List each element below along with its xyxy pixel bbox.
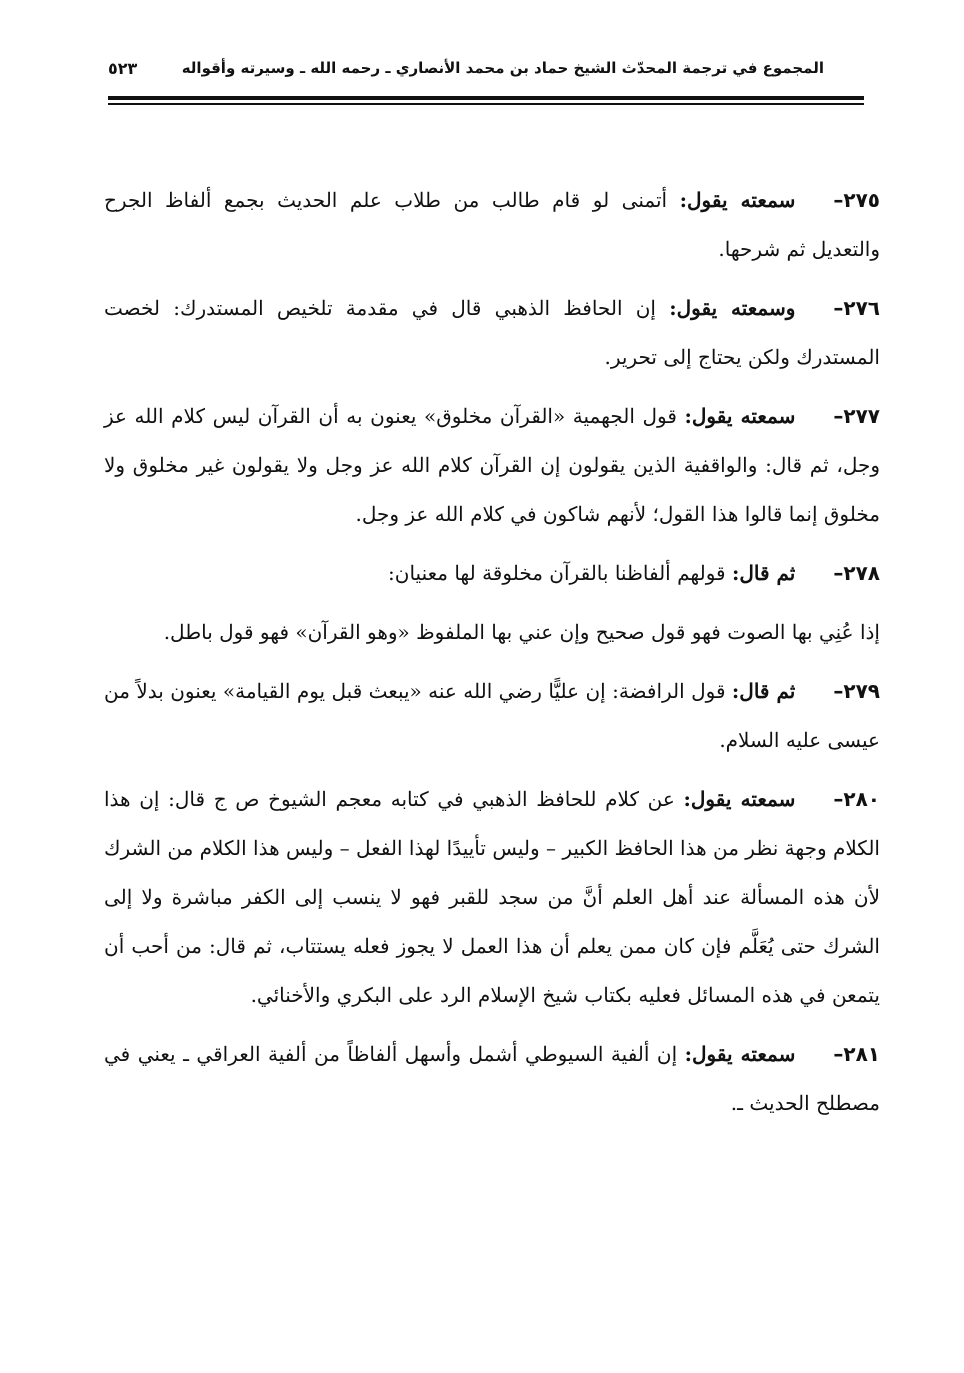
paragraph-277 <box>104 392 880 539</box>
book-title: المجموع في ترجمة المحدّث الشيخ حماد بن محمد الأنصاري ـ رحمه الله ـ وسيرته وأقواله <box>181 59 824 77</box>
paragraph-276 <box>104 284 880 382</box>
page-body <box>104 176 880 1138</box>
paragraph-lead: سمعته يقول: <box>684 1042 796 1066</box>
paragraph-lead: وسمعته يقول: <box>669 296 796 320</box>
paragraph-text: عن كلام للحافظ الذهبي في كتابه معجم الشيوخ ص ج قال: إن هذا الكلام وجهة نظر من هذا الحافظ الكبير – وليس تأييدًا لهذا الفعل – وليس هذا الكلام من الشرك لأن هذه المسألة عند أهل العلم أنَّ من سجد للقبر فهو لا ينسب إلى الكفر مباشرة ولا إلى الشرك حتى يُعَلَّم فإن كان ممن يعلم أن هذا العمل لا يجوز فعله يستتاب، ثم قال: من أحب أن يتمعن في هذه المسائل فعليه بكتاب شيخ الإسلام الرد على البكري والأخنائي. <box>104 787 880 1007</box>
paragraph-text: إن ألفية السيوطي أشمل وأسهل ألفاظاً من ألفية العراقي ـ يعني في مصطلح الحديث ـ. <box>104 1042 880 1115</box>
header-rule-thick <box>108 96 864 100</box>
paragraph-number: ٢٧٨– <box>833 561 880 585</box>
paragraph-text: قول الجهمية «القرآن مخلوق» يعنون به أن القرآن ليس كلام الله عز وجل، ثم قال: والواقفية الذين يقولون إن القرآن كلام الله عز وجل ولا يقولون غير مخلوق ولا مخلوق إنما قالوا هذا القول؛ لأنهم شاكون في كلام الله عز وجل. <box>104 404 880 526</box>
paragraph-278 <box>104 549 880 598</box>
paragraph-text: أتمنى لو قام طالب من طلاب علم الحديث بجمع ألفاظ الجرح والتعديل ثم شرحها. <box>104 188 880 261</box>
paragraph-lead: سمعته يقول: <box>679 188 796 212</box>
paragraph-number: ٢٧٧– <box>833 404 880 428</box>
header-rule-thin <box>108 103 864 105</box>
paragraph-278-continuation <box>104 608 880 657</box>
paragraph-lead: ثم قال: <box>731 679 796 703</box>
paragraph-280 <box>104 775 880 1020</box>
paragraph-number: ٢٨١– <box>833 1042 880 1066</box>
paragraph-lead: ثم قال: <box>731 561 796 585</box>
page-number: ٥٢٣ <box>108 58 138 78</box>
running-header <box>108 48 824 88</box>
paragraph-number: ٢٧٩– <box>833 679 880 703</box>
paragraph-text: إذا عُنِي بها الصوت فهو قول صحيح وإن عني بها الملفوظ «وهو القرآن» فهو قول باطل. <box>163 620 880 644</box>
paragraph-lead: سمعته يقول: <box>683 787 796 811</box>
paragraph-279 <box>104 667 880 765</box>
paragraph-number: ٢٧٥– <box>833 188 881 212</box>
paragraph-text: إن الحافظ الذهبي قال في مقدمة تلخيص المستدرك: لخصت المستدرك ولكن يحتاج إلى تحرير. <box>104 296 880 369</box>
paragraph-text: قولهم ألفاظنا بالقرآن مخلوقة لها معنيان: <box>388 561 726 585</box>
paragraph-text: قول الرافضة: إن عليًّا رضي الله عنه «يبعث قبل يوم القيامة» يعنون بدلاً من عيسى عليه السلام. <box>104 679 880 752</box>
paragraph-275 <box>104 176 880 274</box>
paragraph-number: ٢٧٦– <box>833 296 880 320</box>
paragraph-lead: سمعته يقول: <box>684 404 796 428</box>
paragraph-number: ٢٨٠– <box>833 787 881 811</box>
paragraph-281 <box>104 1030 880 1128</box>
